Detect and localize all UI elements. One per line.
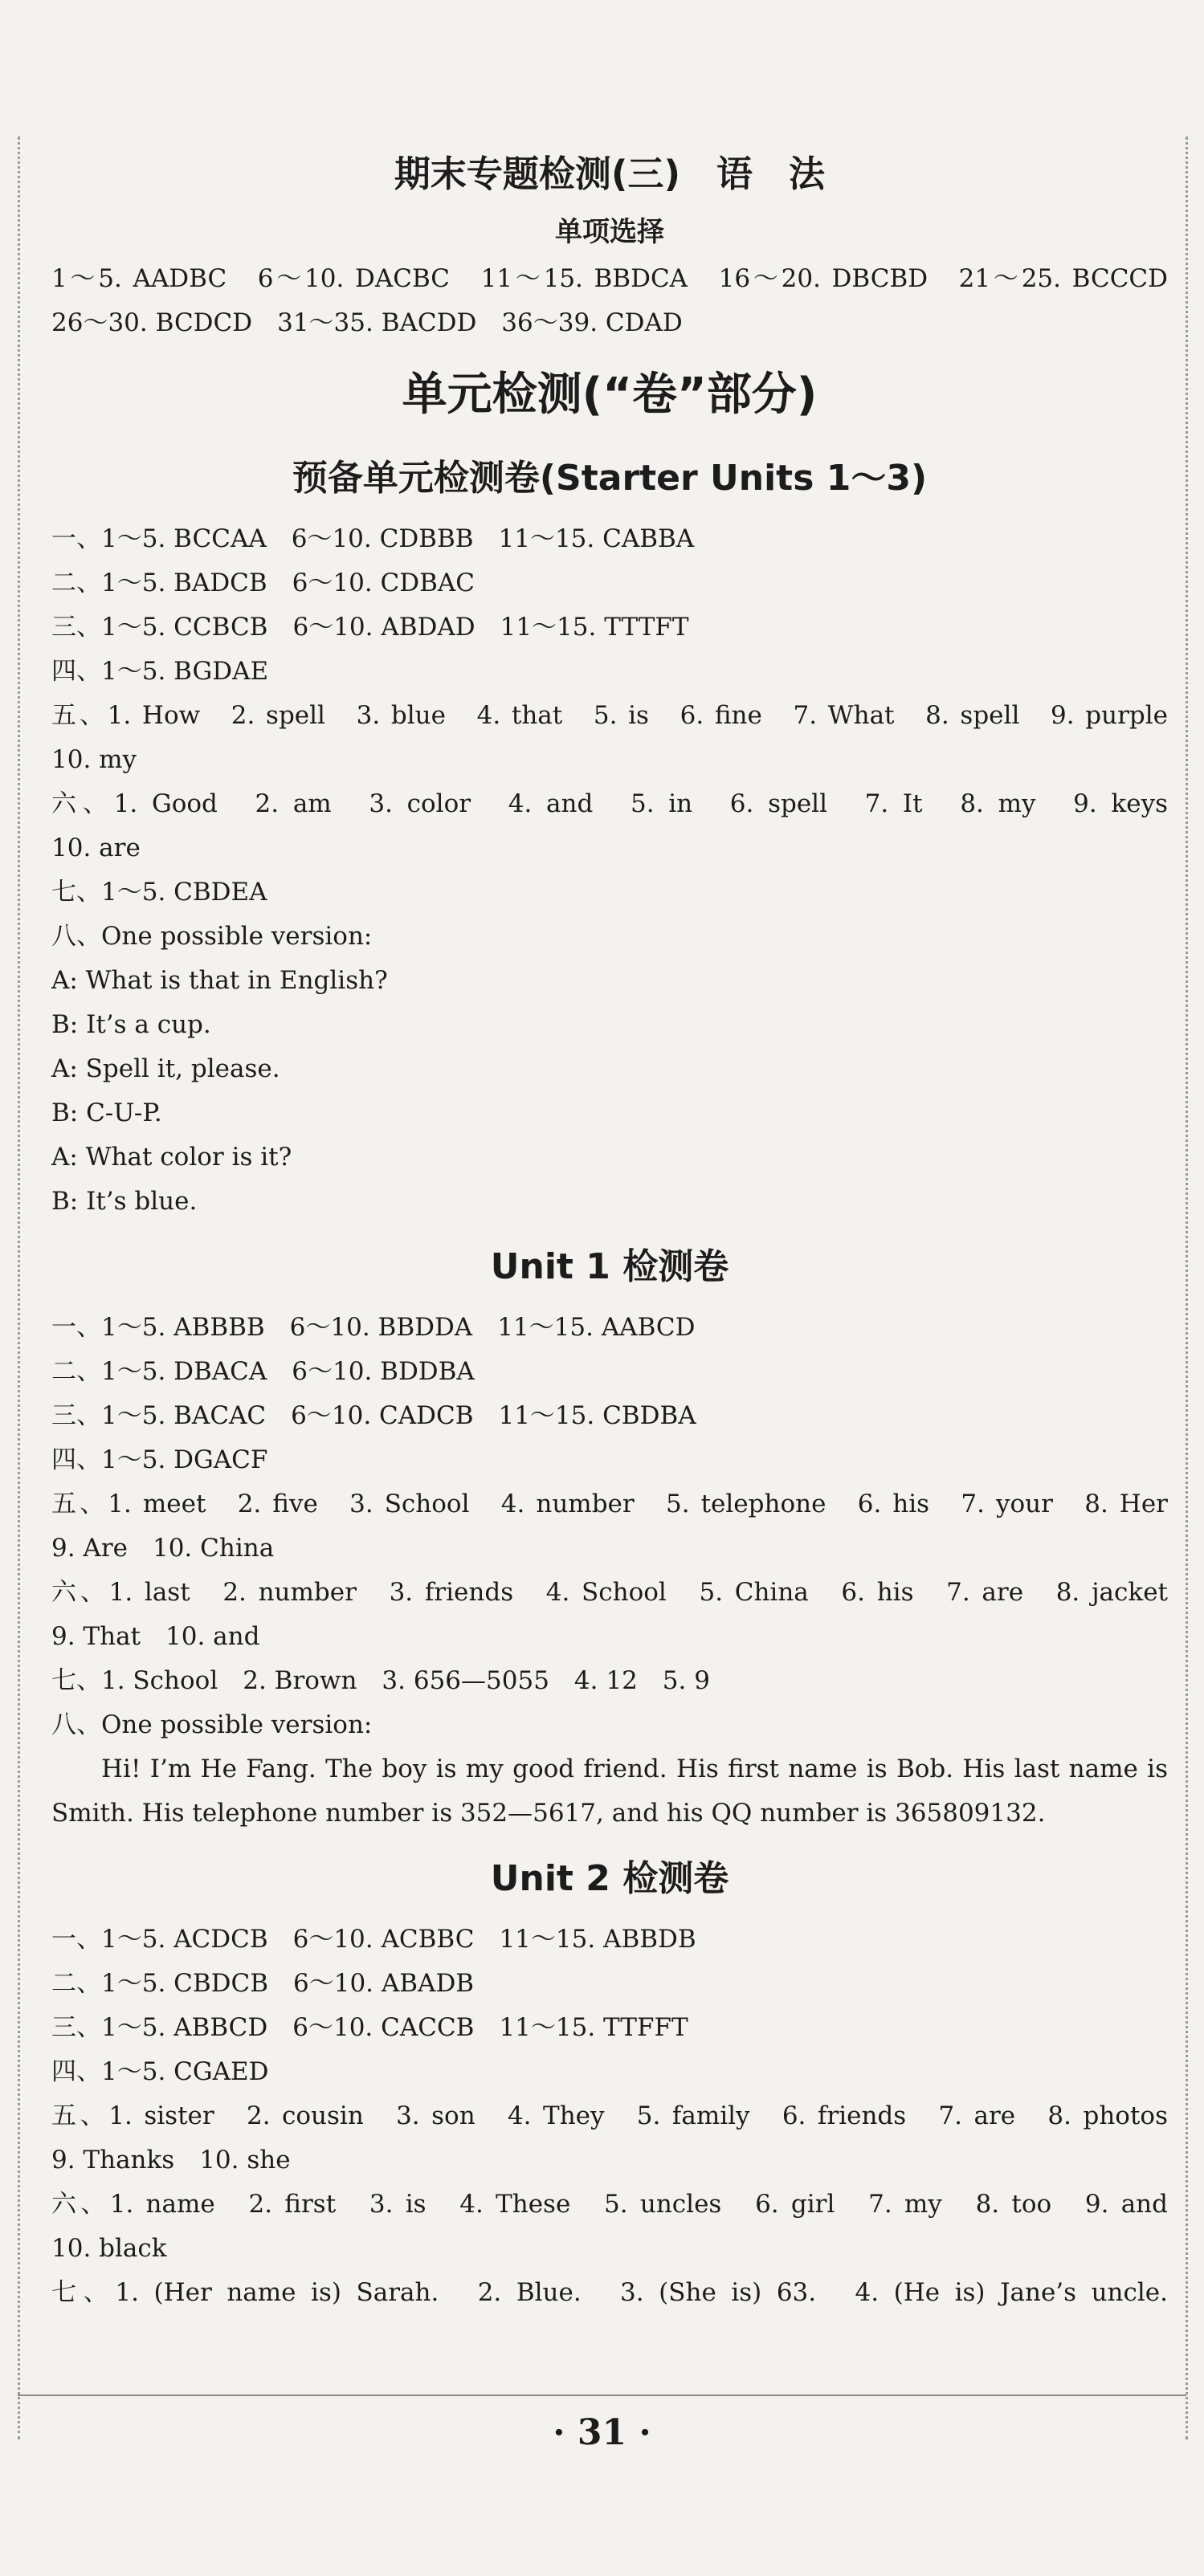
answer-content [51,141,1168,2315]
answer-line: 八、One possible version: [51,922,373,951]
answer-line: 一、1～5. BCCAA 6～10. CDBBB 11～15. CABBA [51,524,695,553]
section-title: 预备单元检测卷(Starter Units 1～3) [292,458,928,499]
answer-line: 三、1～5. ABBCD 6～10. CACCB 11～15. TTFFT [51,2013,688,2042]
answer-line: 26～30. BCDCD 31～35. BACDD 36～39. CDAD [51,308,683,337]
answer-line: 四、1～5. BGDAE [51,657,269,686]
answer-line: 四、1～5. DGACF [51,1445,268,1474]
bottom-rule [18,2395,1186,2396]
answer-line: B: It’s blue. [51,1187,198,1216]
answer-line: 9. That 10. and [51,1622,260,1651]
section-title: Unit 1 检测卷 [490,1246,729,1287]
answer-line: 六、1. last 2. number 3. friends 4. School 5. China 6. his 7. are 8. jacket [51,1578,1168,1607]
answer-line: 七、1～5. CBDEA [51,878,267,907]
answer-line: 二、1～5. CBDCB 6～10. ABADB [51,1969,475,1998]
answer-line: 四、1～5. CGAED [51,2057,269,2086]
answer-line: 二、1～5. BADCB 6～10. CDBAC [51,569,475,597]
answer-line: B: It’s a cup. [51,1010,211,1039]
answer-line: 9. Thanks 10. she [51,2146,291,2175]
answer-line: A: Spell it, please. [51,1054,280,1083]
answer-line: 10. my [51,745,137,774]
answer-line: 10. black [51,2234,167,2263]
answer-line: 八、One possible version: [51,1710,373,1739]
answer-line: 六、1. name 2. first 3. is 4. These 5. uncles 6. girl 7. my 8. too 9. and [51,2190,1168,2219]
section-title: 单元检测(“卷”部分) [402,369,818,421]
answer-line: 六、1. Good 2. am 3. color 4. and 5. in 6. spell 7. It 8. my 9. keys [51,789,1168,818]
answer-line: A: What is that in English? [51,966,388,995]
answer-line: 1～5. AADBC 6～10. DACBC 11～15. BBDCA 16～20. DBCBD 21～25. BCCCD [51,264,1168,293]
answer-line: 二、1～5. DBACA 6～10. BDDBA [51,1357,475,1386]
left-dotted-margin [18,137,20,2439]
answer-line: 五、1. How 2. spell 3. blue 4. that 5. is 6. fine 7. What 8. spell 9. purple [51,701,1168,730]
section-title: 期末专题检测(三) 语 法 [394,153,826,195]
page-number: · 31 · [553,2412,651,2453]
answer-line: 9. Are 10. China [51,1534,275,1563]
answer-line: A: What color is it? [51,1143,292,1172]
answer-line: 五、1. meet 2. five 3. School 4. number 5. telephone 6. his 7. your 8. Her [51,1490,1168,1518]
answer-line: 一、1～5. ABBBB 6～10. BBDDA 11～15. AABCD [51,1313,696,1342]
answer-line: Smith. His telephone number is 352—5617, and his QQ number is 365809132. [51,1799,1046,1828]
answer-line: Hi! I’m He Fang. The boy is my good friend. His first name is Bob. His last name is [101,1755,1168,1783]
section-title: Unit 2 检测卷 [490,1858,729,1899]
answer-line: 七、1. School 2. Brown 3. 656—5055 4. 12 5. 9 [51,1666,710,1695]
answer-line: 七、1. (Her name is) Sarah. 2. Blue. 3. (She is) 63. 4. (He is) Jane’s uncle. [51,2278,1168,2307]
answer-line: 三、1～5. BACAC 6～10. CADCB 11～15. CBDBA [51,1401,696,1430]
answer-line: B: C-U-P. [51,1098,162,1127]
answer-line: 10. are [51,834,141,862]
answer-line: 一、1～5. ACDCB 6～10. ACBBC 11～15. ABBDB [51,1925,696,1954]
right-dotted-margin [1186,137,1188,2439]
section-subtitle: 单项选择 [555,216,664,248]
answer-line: 五、1. sister 2. cousin 3. son 4. They 5. family 6. friends 7. are 8. photos [51,2101,1168,2130]
answer-line: 三、1～5. CCBCB 6～10. ABDAD 11～15. TTTFT [51,613,689,642]
